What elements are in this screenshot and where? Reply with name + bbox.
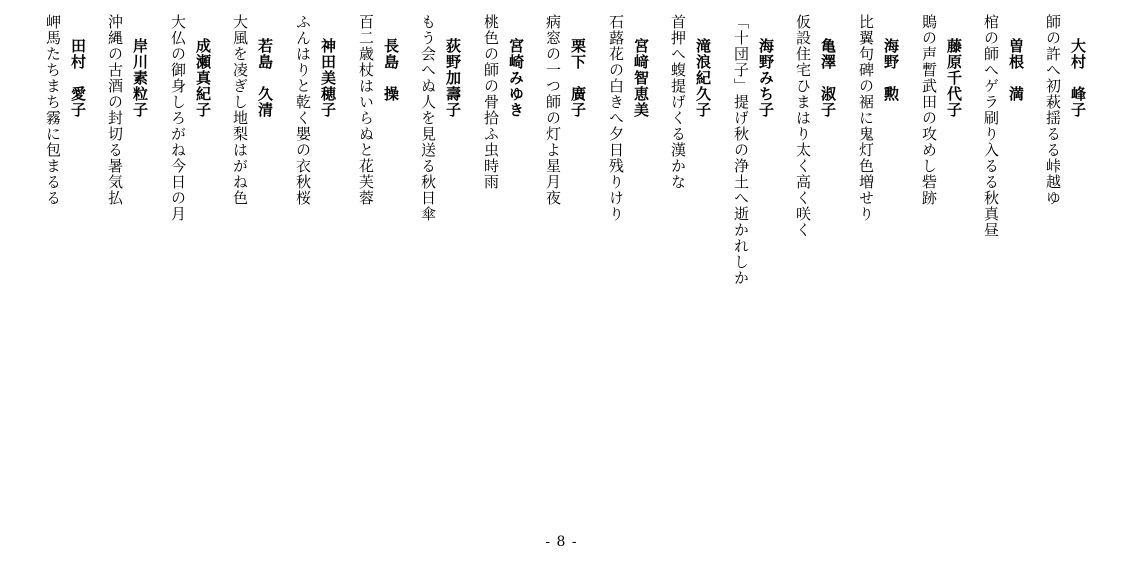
poet-name: 成瀬真紀子 xyxy=(194,38,212,118)
poem-entry xyxy=(731,14,791,494)
haiku-text: 棺の師へゲラ刷り入るる秋真昼 xyxy=(982,14,1000,238)
poem-entry xyxy=(668,14,728,494)
poem-entry xyxy=(105,14,165,494)
poet-name: 亀澤 淑子 xyxy=(819,38,837,118)
poet-name: 田村 愛子 xyxy=(69,38,87,118)
poet-name: 曽根 満 xyxy=(1007,38,1025,102)
poem-entry xyxy=(543,14,603,494)
poem-entry xyxy=(356,14,416,494)
haiku-text: 「十団子」提げ秋の浄土へ逝かれしか xyxy=(732,14,750,286)
poem-entry xyxy=(481,14,541,494)
poem-entry xyxy=(43,14,103,494)
haiku-text: もう会へぬ人を見送る秋日傘 xyxy=(419,14,437,222)
haiku-text: 百二歳杖はいらぬと花芙蓉 xyxy=(357,14,375,206)
haiku-text: 師の許へ初萩揺るる峠越ゆ xyxy=(1044,14,1062,206)
haiku-text: 桃色の師の骨拾ふ虫時雨 xyxy=(482,14,500,190)
poem-entry xyxy=(1043,14,1103,494)
haiku-text: ふんはりと乾く嬰の衣秋桜 xyxy=(294,14,312,206)
poem-entry xyxy=(606,14,666,494)
haiku-text: 鵙の声暫武田の攻めし砦跡 xyxy=(920,14,938,206)
poet-name: 海野みち子 xyxy=(757,38,775,118)
haiku-text: 大仏の御身しろがね今日の月 xyxy=(169,14,187,222)
poet-name: 海野 勲 xyxy=(882,38,900,102)
haiku-text: 病窓の一つ師の灯よ星月夜 xyxy=(544,14,562,206)
poet-name: 岸川素粒子 xyxy=(131,38,149,118)
poem-entry xyxy=(418,14,478,494)
page-number: - 8 - xyxy=(545,534,578,550)
haiku-text: 比翼句碑の裾に鬼灯色増せり xyxy=(857,14,875,222)
poet-name: 宮崎みゆき xyxy=(507,38,525,118)
haiku-text: 沖縄の古酒の封切る暑気払 xyxy=(106,14,124,206)
poet-name: 荻野加壽子 xyxy=(444,38,462,118)
poet-name: 滝浪紀久子 xyxy=(694,38,712,118)
haiku-text: 岬馬たちまち霧に包まるる xyxy=(44,14,62,206)
poet-name: 藤原千代子 xyxy=(945,38,963,118)
haiku-text: 仮設住宅ひまはり太く高く咲く xyxy=(794,14,812,238)
poet-name: 大村 峰子 xyxy=(1069,38,1087,118)
poem-entry xyxy=(981,14,1041,494)
poet-name: 栗下 廣子 xyxy=(569,38,587,118)
poem-entry xyxy=(919,14,979,494)
poet-name: 若島 久清 xyxy=(256,38,274,118)
poet-name: 宮﨑智恵美 xyxy=(632,38,650,118)
haiku-text: 大風を凌ぎし地梨はがね色 xyxy=(231,14,249,206)
poem-entry xyxy=(293,14,353,494)
haiku-text: 首押へ蝮提げくる漢かな xyxy=(669,14,687,190)
poet-name: 神田美穂子 xyxy=(319,38,337,118)
haiku-text: 石蕗花の白きへ夕日残りけり xyxy=(607,14,625,222)
poet-name: 長島 操 xyxy=(382,38,400,102)
poem-entry xyxy=(856,14,916,494)
poem-entry xyxy=(793,14,853,494)
poem-entry xyxy=(230,14,290,494)
poem-entry xyxy=(168,14,228,494)
